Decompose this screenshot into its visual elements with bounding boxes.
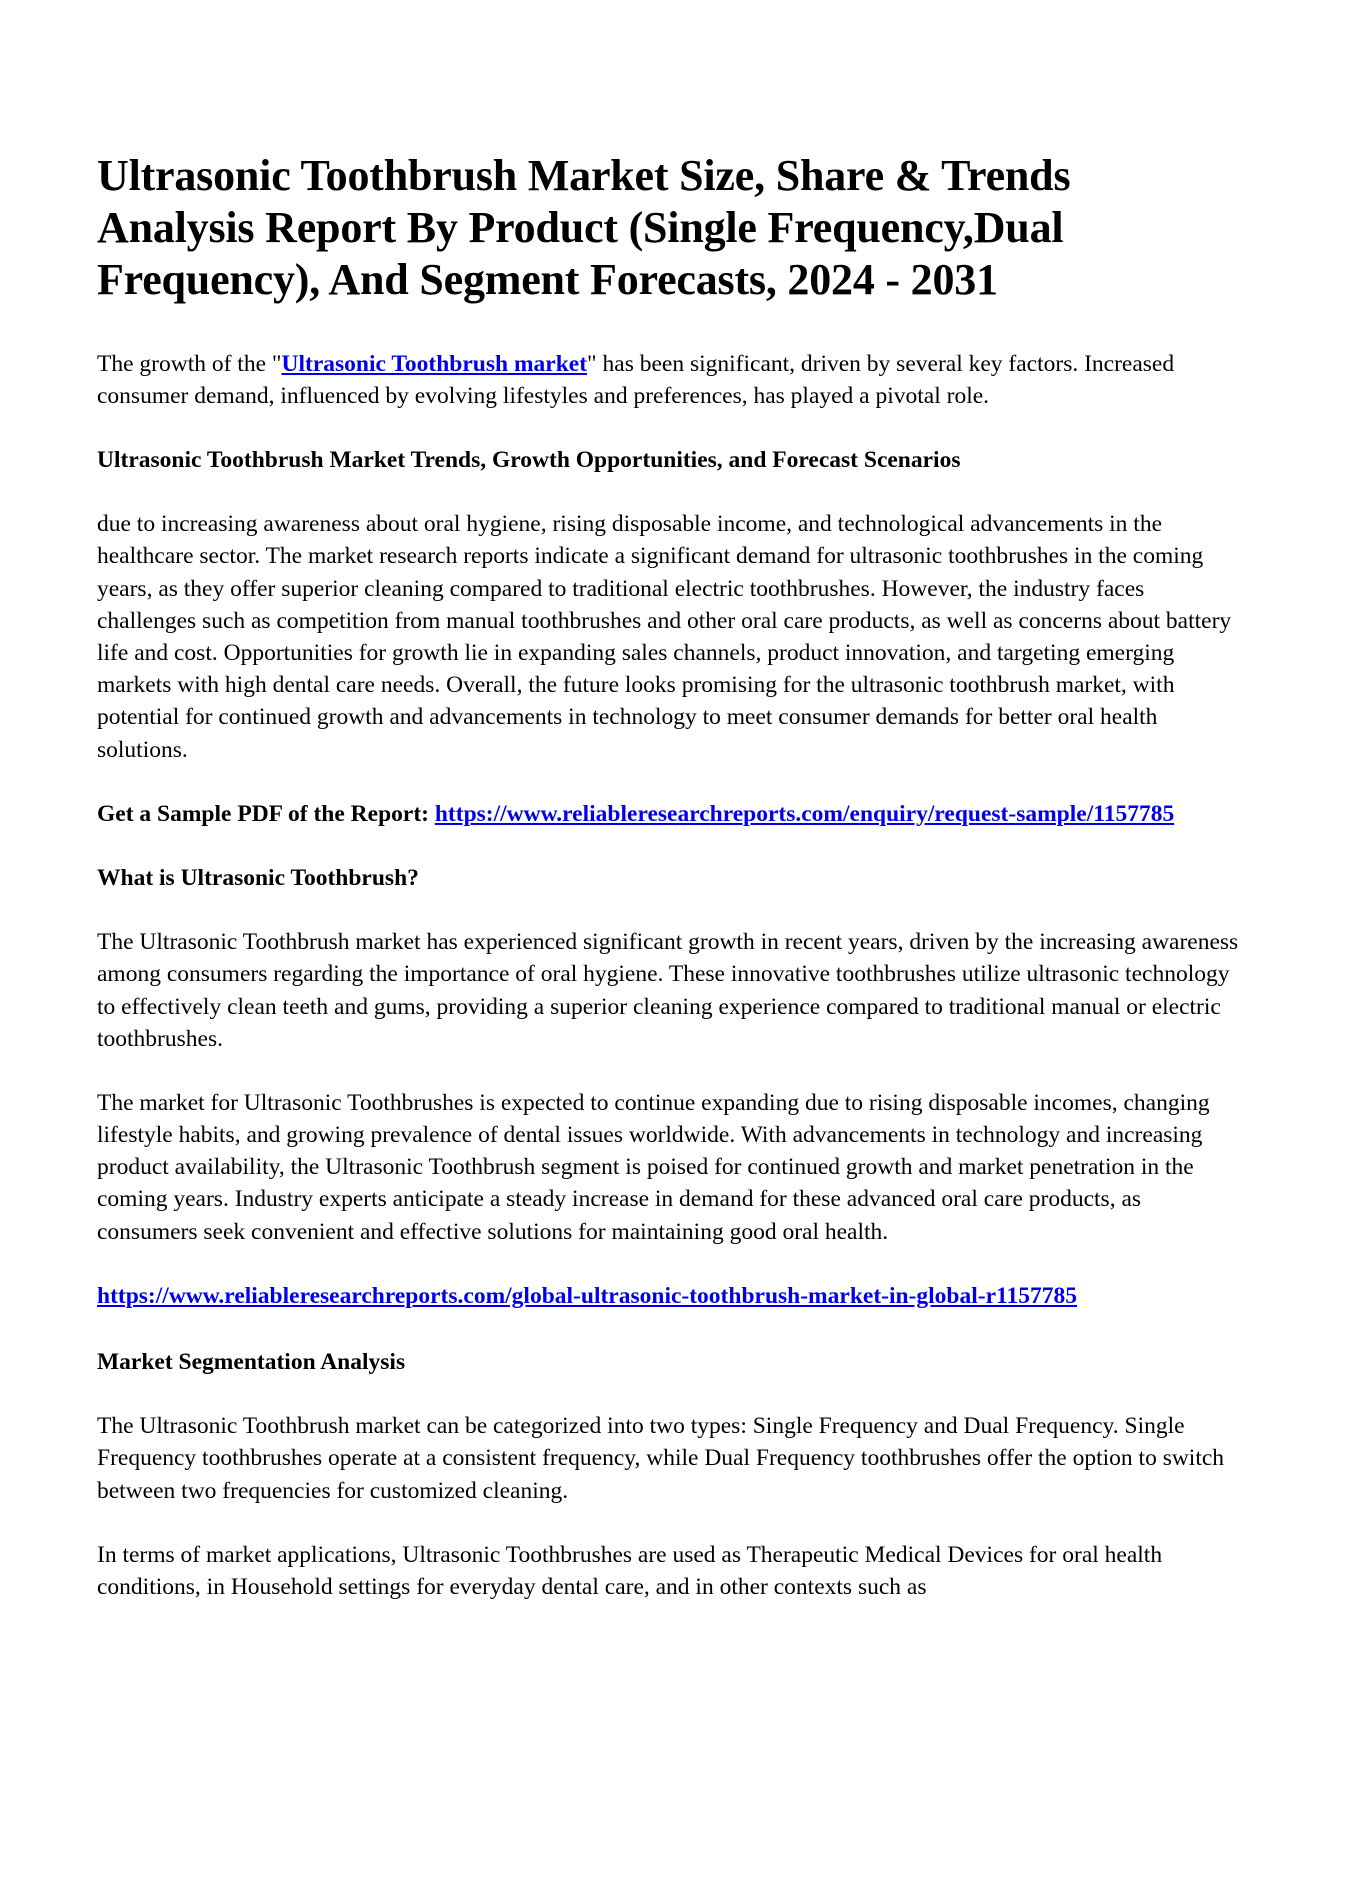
intro-text-before: The growth of the " — [97, 350, 282, 377]
ultrasonic-toothbrush-market-link[interactable]: Ultrasonic Toothbrush market — [281, 350, 588, 377]
intro-text-after: " has been significant, driven by several key factors. Increased consumer demand, influenced by evolving lifestyles and preferences, has played a pivotal role. — [97, 350, 1175, 409]
sample-pdf-link[interactable]: https://www.reliableresearchreports.com/enquiry/request-sample/1157785 — [434, 800, 1175, 827]
paragraph-what-is-1: The Ultrasonic Toothbrush market has experienced significant growth in recent years, driven by the increasing awareness among consumers regarding the importance of oral hygiene. These innovative toothbrushes utilize ultrasonic technology to effectively clean teeth and gums, providing a superior cleaning experience compared to traditional manual or electric toothbrushes. — [97, 929, 1239, 1052]
paragraph-what-is-2: The market for Ultrasonic Toothbrushes is expected to continue expanding due to rising disposable incomes, changing lifestyle habits, and growing prevalence of dental issues worldwide. With advancements in technology and increasing product availability, the Ultrasonic Toothbrush segment is poised for continued growth and market penetration in the coming years. Industry experts anticipate a steady increase in demand for these advanced oral care products, as consumers seek convenient and effective solutions for maintaining good oral health. — [97, 1089, 1210, 1245]
paragraph-segmentation-2: In terms of market applications, Ultrasonic Toothbrushes are used as Therapeutic Medical Devices for oral health conditions, in Household settings for everyday dental care, and in other contexts such as — [97, 1541, 1163, 1600]
heading-market-trends: Ultrasonic Toothbrush Market Trends, Growth Opportunities, and Forecast Scenarios — [97, 447, 961, 474]
paragraph-market-trends: due to increasing awareness about oral hygiene, rising disposable income, and technological advancements in the healthcare sector. The market research reports indicate a significant demand for ultrasonic toothbrushes in the coming years, as they offer superior cleaning compared to traditional electric toothbrushes. However, the industry faces challenges such as competition from manual toothbrushes and other oral care products, as well as concerns about battery life and cost. Opportunities for growth lie in expanding sales channels, product innovation, and targeting emerging markets with high dental care needs. Overall, the future looks promising for the ultrasonic toothbrush market, with potential for continued growth and advancements in technology to meet consumer demands for better oral health solutions. — [97, 511, 1232, 763]
intro-paragraph — [97, 348, 1245, 412]
sample-pdf-label: Get a Sample PDF of the Report: — [97, 800, 435, 827]
heading-market-segmentation-analysis: Market Segmentation Analysis — [97, 1349, 406, 1376]
report-page-link[interactable]: https://www.reliableresearchreports.com/global-ultrasonic-toothbrush-market-in-global-r1157785 — [97, 1282, 1077, 1309]
heading-what-is-ultrasonic-toothbrush: What is Ultrasonic Toothbrush? — [97, 864, 419, 891]
report-link-block — [97, 1280, 1245, 1312]
sample-pdf-block — [97, 798, 1245, 830]
paragraph-segmentation-1: The Ultrasonic Toothbrush market can be categorized into two types: Single Frequency and Dual Frequency. Single Frequency toothbrushes operate at a consistent frequency, while Dual Frequency toothbrushes offer the option to switch between two frequencies for customized cleaning. — [97, 1413, 1225, 1504]
page-title: Ultrasonic Toothbrush Market Size, Share & Trends Analysis Report By Product (Single Frequency,Dual Frequency), And Segment Forecasts, 2024 - 2031 — [97, 151, 1071, 304]
